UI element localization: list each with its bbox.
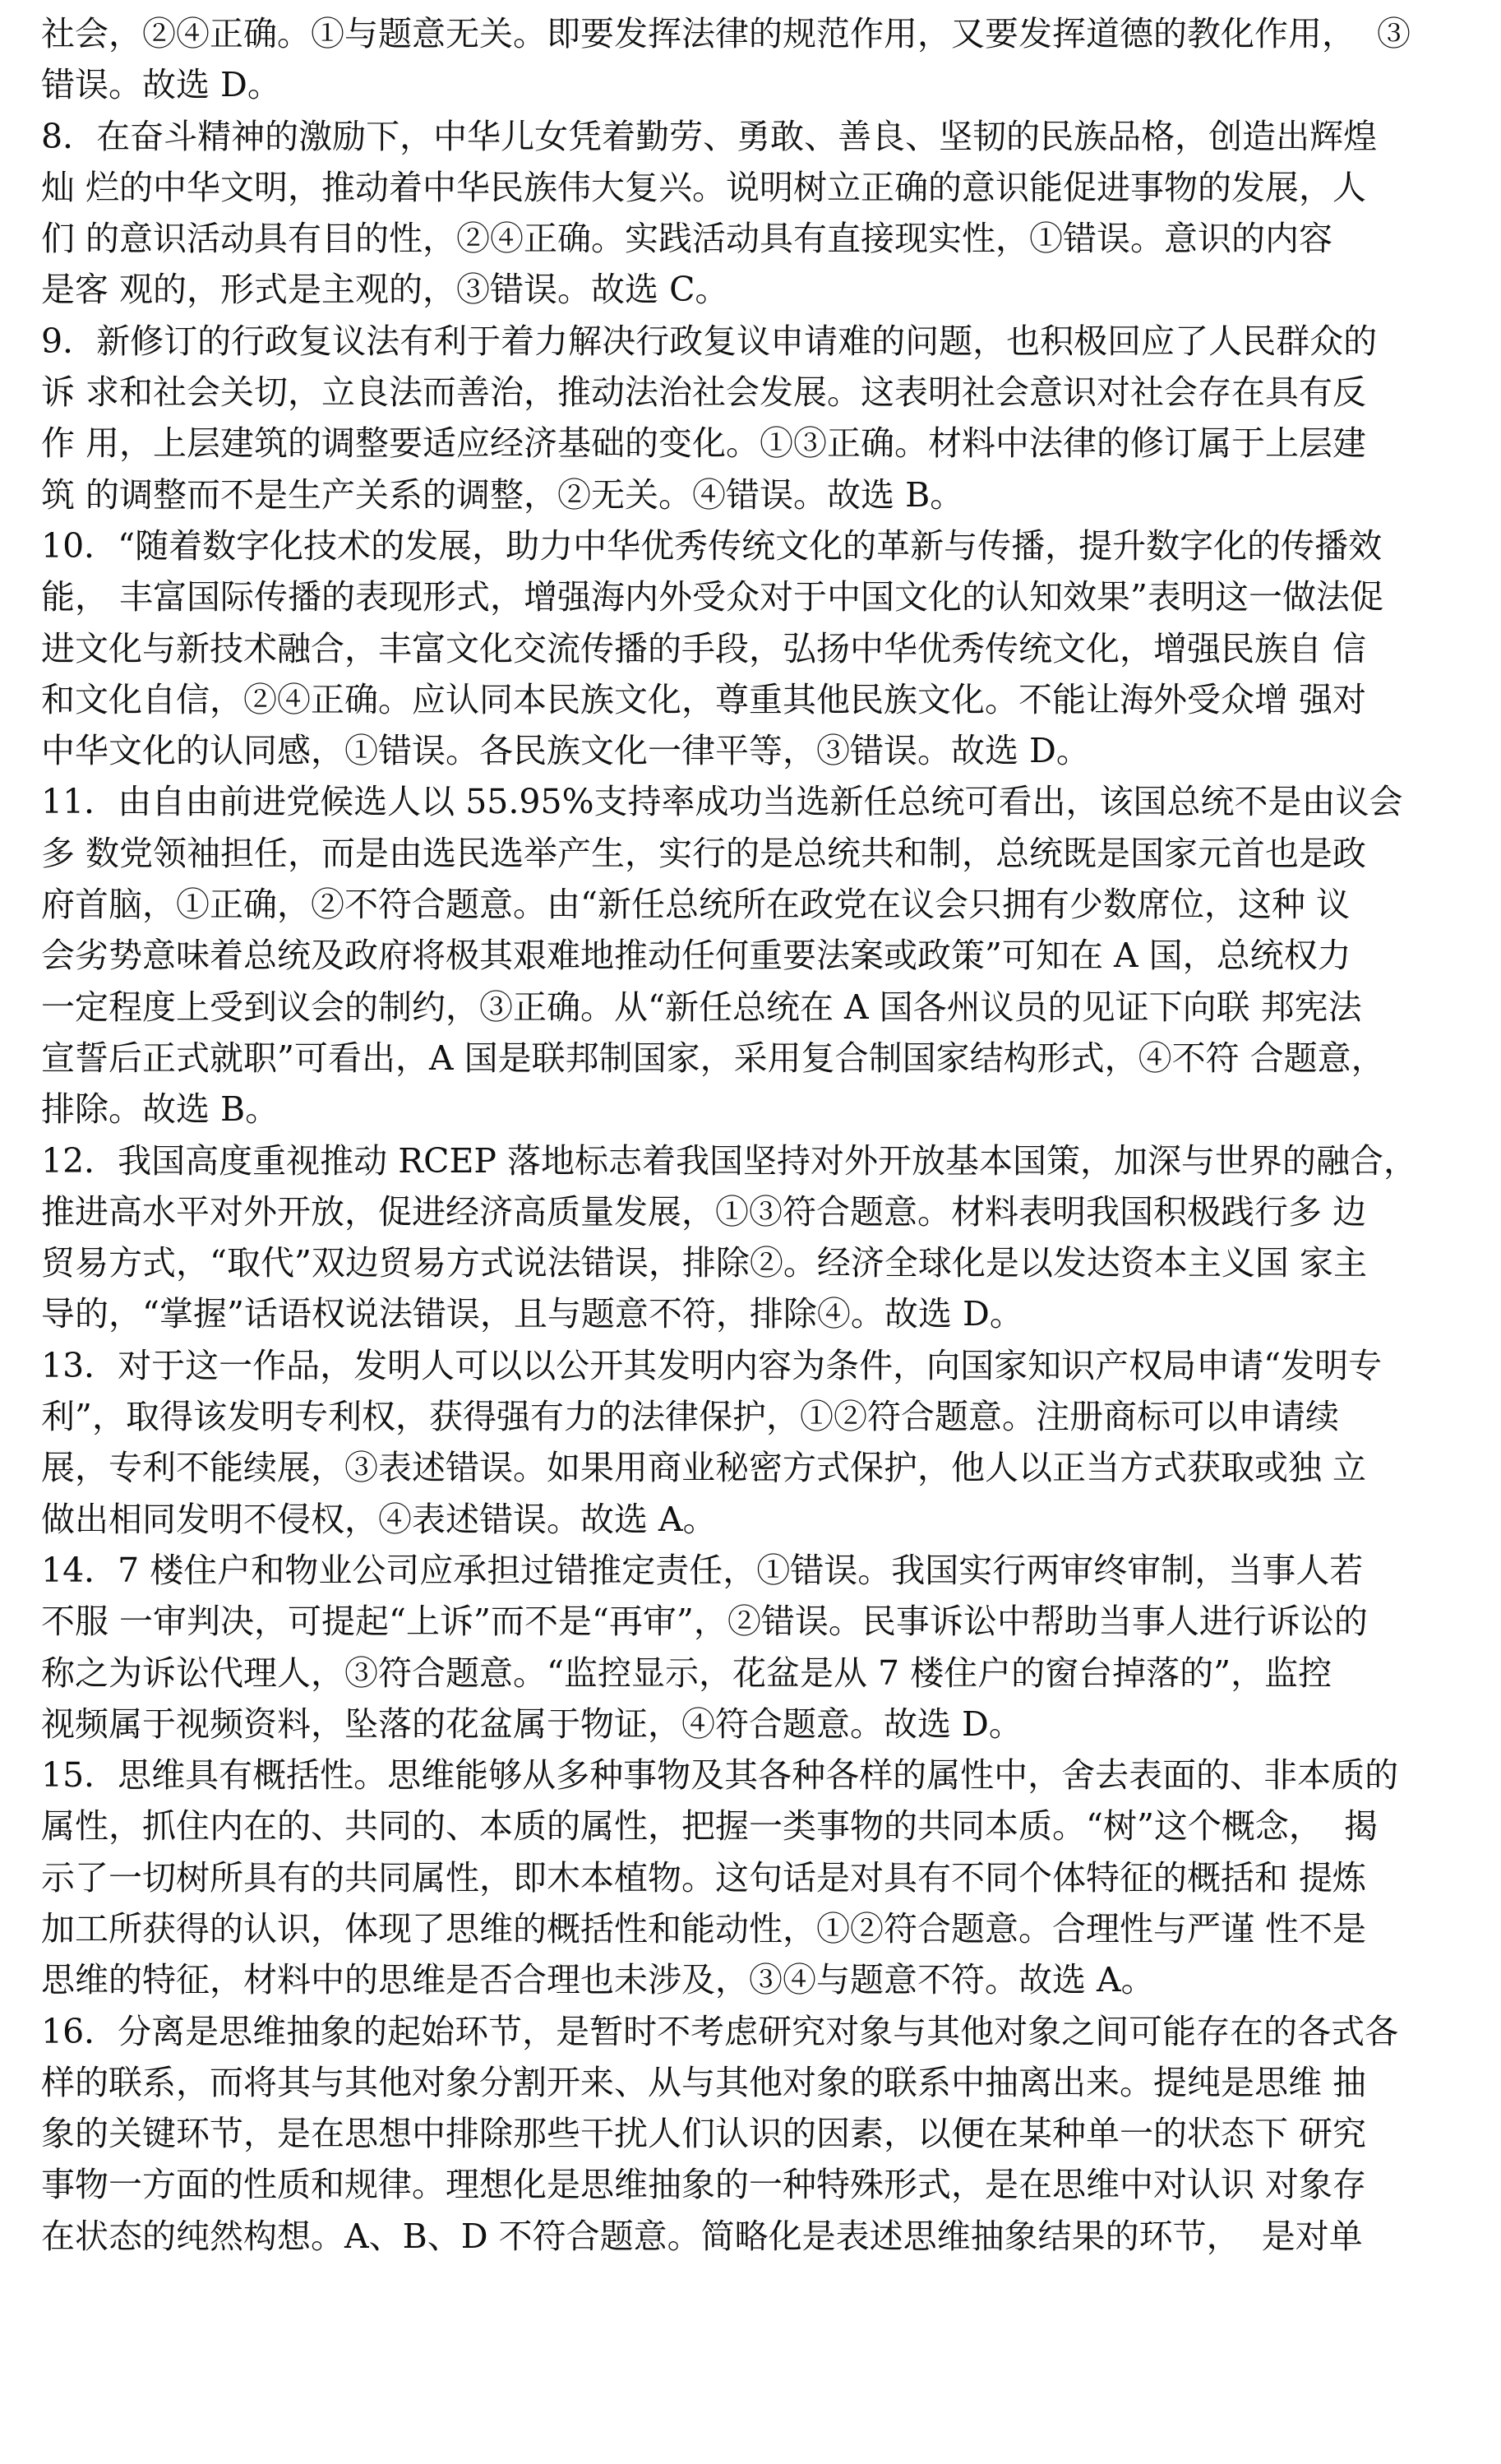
text-line: 导的，“掌握”话语权说法错误，且与题意不符，排除④。故选 D。 — [41, 1294, 1023, 1334]
text-line: 11．由自由前进党候选人以 55.95%支持率成功当选新任总统可看出，该国总统不是由议会 — [41, 782, 1403, 822]
text-line: 10．“随着数字化技术的发展，助力中华优秀传统文化的革新与传播，提升数字化的传播效 — [41, 525, 1383, 566]
text-line: 做出相同发明不侵权，④表述错误。故选 A。 — [41, 1499, 717, 1539]
text-line: 在状态的纯然构想。A、B、D 不符合题意。简略化是表述思维抽象结果的环节， 是对单 — [41, 2216, 1363, 2256]
text-line: 属性，抓住内在的、共同的、本质的属性，把握一类事物的共同本质。“树”这个概念， 揭 — [41, 1806, 1378, 1847]
text-line: 12．我国高度重视推动 RCEP 落地标志着我国坚持对外开放基本国策，加深与世界的融合， — [41, 1140, 1417, 1181]
text-line: 府首脑，①正确，②不符合题意。由“新任总统所在政党在议会只拥有少数席位，这种 议 — [41, 885, 1350, 925]
text-line: 诉 求和社会关切，立良法而善治，推动法治社会发展。这表明社会意识对社会存在具有反 — [41, 372, 1367, 413]
text-line: 不服 一审判决，可提起“上诉”而不是“再审”，②错误。民事诉讼中帮助当事人进行诉讼的 — [41, 1602, 1368, 1642]
text-line: 示了一切树所具有的共同属性，即木本植物。这句话是对具有不同个体特征的概括和 提炼 — [41, 1857, 1367, 1898]
text-line: 是客 观的，形式是主观的，③错误。故选 C。 — [41, 270, 729, 310]
text-line: 排除。故选 B。 — [41, 1089, 279, 1130]
text-line: 15．思维具有概括性。思维能够从多种事物及其各种各样的属性中，舍去表面的、非本质的 — [41, 1755, 1399, 1796]
answer-explanation-page — [41, 8, 1471, 2262]
text-line: 中华文化的认同感，①错误。各民族文化一律平等，③错误。故选 D。 — [41, 731, 1090, 771]
text-line: 视频属于视频资料，坠落的花盆属于物证，④符合题意。故选 D。 — [41, 1704, 1023, 1744]
text-line: 宣誓后正式就职”可看出，A 国是联邦制国家，采用复合制国家结构形式，④不符 合题意， — [41, 1038, 1385, 1078]
text-line: 会劣势意味着总统及政府将极其艰难地推动任何重要法案或政策”可知在 A 国，总统权力 — [41, 936, 1351, 976]
text-line: 贸易方式，“取代”双边贸易方式说法错误，排除②。经济全球化是以发达资本主义国 家主 — [41, 1243, 1367, 1283]
text-line: 9．新修订的行政复议法有利于着力解决行政复议申请难的问题，也积极回应了人民群众的 — [41, 321, 1378, 361]
text-line: 利”，取得该发明专利权，获得强有力的法律保护，①②符合题意。注册商标可以申请续 — [41, 1397, 1339, 1437]
text-line: 筑 的调整而不是生产关系的调整，②无关。④错误。故选 B。 — [41, 474, 964, 515]
text-line: 16．分离是思维抽象的起始环节，是暂时不考虑研究对象与其他对象之间可能存在的各式各 — [41, 2011, 1399, 2051]
text-line: 灿 烂的中华文明，推动着中华民族伟大复兴。说明树立正确的意识能促进事物的发展，人 — [41, 167, 1367, 207]
text-line: 进文化与新技术融合，丰富文化交流传播的手段，弘扬中华优秀传统文化，增强民族自 信 — [41, 628, 1367, 668]
text-line: 13．对于这一作品，发明人可以以公开其发明内容为条件，向国家知识产权局申请“发明专 — [41, 1345, 1383, 1385]
text-line: 和文化自信，②④正确。应认同本民族文化，尊重其他民族文化。不能让海外受众增 强对 — [41, 679, 1367, 719]
text-line: 们 的意识活动具有目的性，②④正确。实践活动具有直接现实性，①错误。意识的内容 — [41, 219, 1333, 259]
text-line: 能， 丰富国际传播的表现形式，增强海内外受众对于中国文化的认知效果”表明这一做法促 — [41, 577, 1383, 617]
text-line: 作 用，上层建筑的调整要适应经济基础的变化。①③正确。材料中法律的修订属于上层建 — [41, 423, 1367, 464]
text-line: 样的联系，而将其与其他对象分割开来、从与其他对象的联系中抽离出来。提纯是思维 抽 — [41, 2062, 1367, 2102]
text-line: 称之为诉讼代理人，③符合题意。“监控显示，花盆是从 7 楼住户的窗台掉落的”，监控 — [41, 1653, 1332, 1693]
text-line: 多 数党领袖担任，而是由选民选举产生，实行的是总统共和制，总统既是国家元首也是政 — [41, 833, 1367, 873]
text-line: 思维的特征，材料中的思维是否合理也未涉及，③④与题意不符。故选 A。 — [41, 1960, 1155, 2000]
text-line: 事物一方面的性质和规律。理想化是思维抽象的一种特殊形式，是在思维中对认识 对象存 — [41, 2165, 1367, 2205]
text-line: 加工所获得的认识，体现了思维的概括性和能动性，①②符合题意。合理性与严谨 性不是 — [41, 1908, 1367, 1949]
text-line: 14．7 楼住户和物业公司应承担过错推定责任，①错误。我国实行两审终审制，当事人若 — [41, 1550, 1364, 1590]
text-line: 8．在奋斗精神的激励下，中华儿女凭着勤劳、勇敢、善良、坚韧的民族品格，创造出辉煌 — [41, 116, 1378, 156]
text-line: 展，专利不能续展，③表述错误。如果用商业秘密方式保护，他人以正当方式获取或独 立 — [41, 1448, 1367, 1488]
text-line: 象的关键环节，是在思想中排除那些干扰人们认识的因素，以便在某种单一的状态下 研究 — [41, 2114, 1367, 2154]
text-line: 错误。故选 D。 — [41, 65, 281, 105]
text-line: 社会，②④正确。①与题意无关。即要发挥法律的规范作用，又要发挥道德的教化作用， ③ — [41, 14, 1411, 53]
text-line: 推进高水平对外开放，促进经济高质量发展，①③符合题意。材料表明我国积极践行多 边 — [41, 1191, 1367, 1232]
text-line: 一定程度上受到议会的制约，③正确。从“新任总统在 A 国各州议员的见证下向联 邦宪法 — [41, 987, 1362, 1027]
